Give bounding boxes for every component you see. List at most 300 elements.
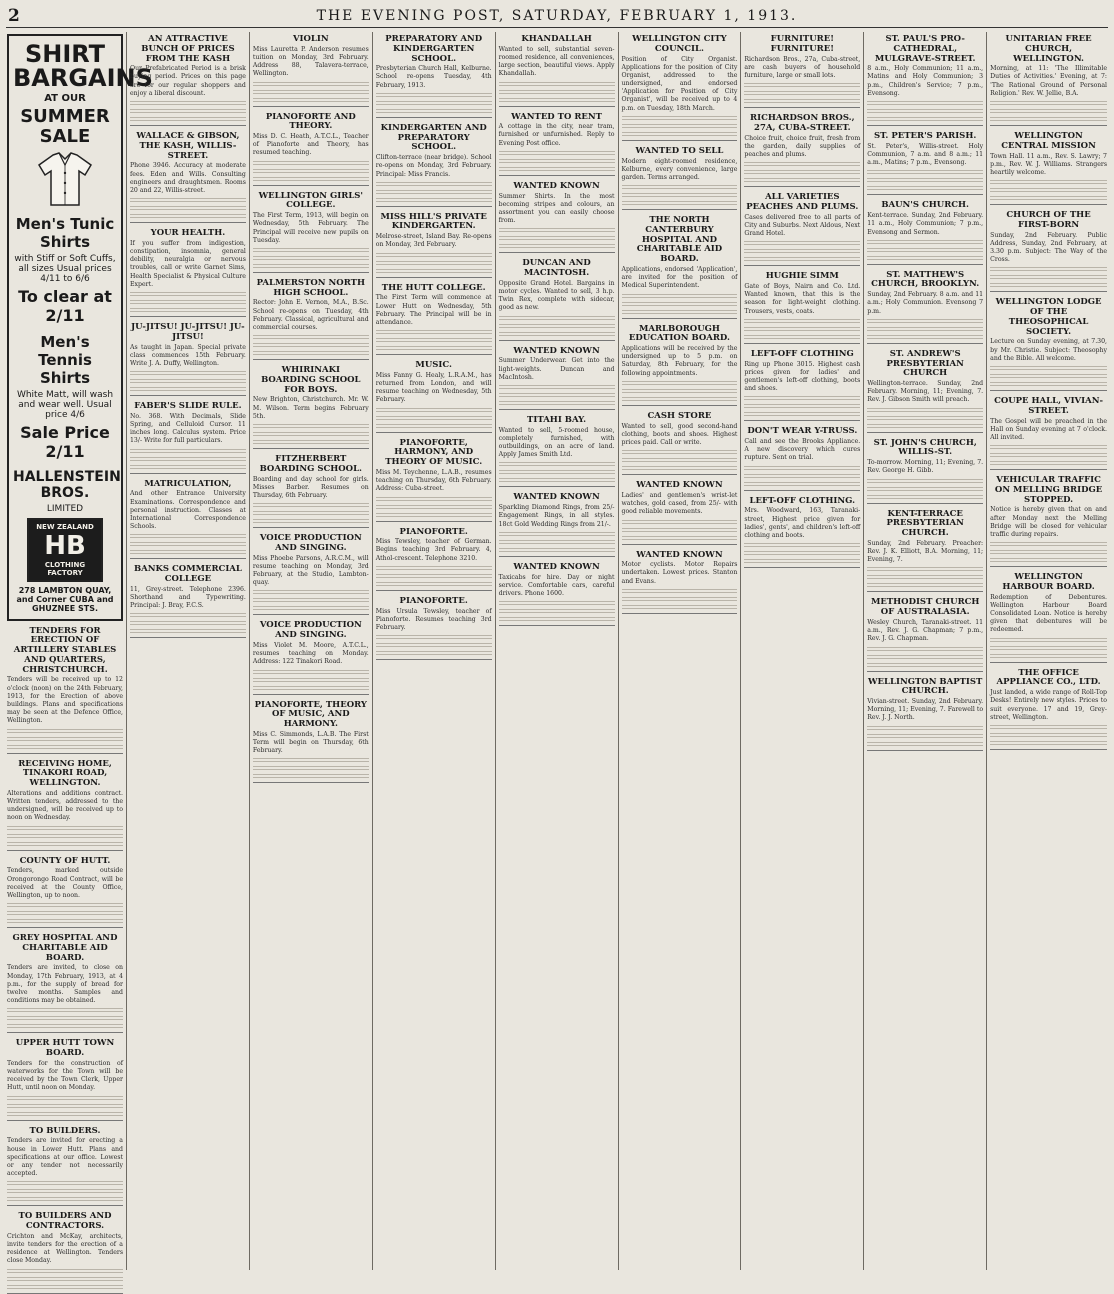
text-lines <box>990 654 1107 659</box>
ad-firm-sub: LIMITED <box>46 503 84 514</box>
notice-block <box>253 113 369 186</box>
hb-logo <box>27 518 103 582</box>
notice-block <box>744 350 860 422</box>
ad-subhead-at-our: AT OUR <box>44 93 86 104</box>
notice-text: Just landed, a wide range of Roll-Top Desks! Entirely new styles. Prices to suit everyone. 17 and 19, Grey-street, Wellington. <box>990 689 1107 721</box>
notice-block <box>622 147 738 210</box>
ad-item1-price: To clear at 2/11 <box>18 286 112 325</box>
text-lines <box>990 180 1107 185</box>
text-lines <box>376 338 492 343</box>
text-lines <box>130 206 246 211</box>
notice-text: Kent-terrace. Sunday, 2nd February. 11 a.m., Holy Communion; 7 p.m., Evensong and Sermon. <box>867 212 984 236</box>
text-lines <box>7 1285 123 1290</box>
columns <box>4 32 1110 1270</box>
text-lines <box>744 482 860 487</box>
notice-text: Clifton-terrace (near bridge). School re-opens on Monday, 3rd February. Principal: Miss Francis. <box>375 154 492 178</box>
text-lines <box>376 190 492 195</box>
notice-block <box>130 35 246 126</box>
notice-heading: COUPE HALL, VIVIAN-STREET. <box>994 396 1104 416</box>
notice-divider <box>867 503 983 504</box>
notice-block <box>499 259 615 340</box>
notice-divider <box>499 175 615 176</box>
text-lines <box>744 91 860 96</box>
text-lines <box>253 519 369 524</box>
notice-text: Lecture on Sunday evening, at 7.30, by Mr. Christie. Subject: Theosophy and the Bible. All welcome. <box>990 338 1107 362</box>
notice-divider <box>7 850 123 851</box>
notice-divider <box>253 448 369 449</box>
logo-bottom-text: CLOTHING FACTORY <box>44 560 86 577</box>
notice-divider <box>7 1032 123 1033</box>
notice-block <box>622 35 738 141</box>
notice-text: A cottage in the city, near tram, furnished or unfurnished. Reply to Evening Post office. <box>498 123 615 147</box>
text-lines <box>130 534 246 539</box>
notice-divider <box>990 390 1107 391</box>
column-4 <box>373 32 496 1270</box>
notice-block <box>376 439 492 522</box>
notice-divider <box>867 264 983 265</box>
notice-block <box>744 427 860 490</box>
notice-heading: THE NORTH CANTERBURY HOSPITAL AND CHARITABLE AID BOARD. <box>636 215 723 265</box>
notice-divider <box>253 359 369 360</box>
text-lines <box>744 83 860 88</box>
notice-text: Tenders for the construction of waterworks for the Town will be received by the Town Clerk, Upper Hutt, until noon on Monday. <box>7 1059 123 1092</box>
notice-text: Ladies' and gentlemen's wrist-let watches, gold cased, from 25/- with good reliable movements. <box>621 491 738 516</box>
text-lines <box>990 445 1107 450</box>
notice-divider <box>744 265 860 266</box>
text-lines <box>622 466 738 471</box>
notice-text: Call and see the Brooks Appliance. A new discovery which cures rupture. Sent on trial. <box>744 438 861 462</box>
notice-divider <box>622 613 738 614</box>
text-lines <box>376 651 492 656</box>
notice-text: Rector: John E. Vernon, M.A., B.Sc. School re-opens on Tuesday, 4th February. Classical, agricultural and commercial courses. <box>252 299 369 331</box>
text-lines <box>990 453 1107 458</box>
notice-heading: FURNITURE! FURNITURE! <box>770 34 834 54</box>
text-lines <box>376 346 492 351</box>
notice-block <box>253 621 369 694</box>
text-lines <box>376 416 492 421</box>
notice-divider <box>7 927 123 928</box>
text-lines <box>253 161 369 166</box>
text-lines <box>7 842 123 847</box>
text-lines <box>499 617 615 622</box>
text-lines <box>990 188 1107 193</box>
text-lines <box>376 269 492 274</box>
text-lines <box>744 257 860 262</box>
text-lines <box>499 167 615 172</box>
notice-divider <box>867 750 983 751</box>
text-lines <box>130 371 246 376</box>
notice-heading: TO BUILDERS AND CONTRACTORS. <box>18 1211 112 1232</box>
notice-divider <box>867 125 983 126</box>
text-lines <box>376 424 492 429</box>
notice-text: Miss C. Simmonds, L.A.B. The First Term will begin on Thursday, 6th February. <box>252 730 369 755</box>
notice-heading: HUGHIE SIMM <box>765 271 839 282</box>
column-8 <box>864 32 987 1270</box>
column-7-items <box>744 35 860 568</box>
notice-block <box>622 325 738 406</box>
notice-divider <box>499 556 615 557</box>
text-lines <box>990 558 1107 563</box>
text-lines <box>253 351 369 356</box>
text-lines <box>867 416 983 421</box>
text-lines <box>130 292 246 297</box>
text-lines <box>867 101 983 106</box>
text-lines <box>253 432 369 437</box>
text-lines <box>990 550 1107 555</box>
text-lines <box>744 327 860 332</box>
text-lines <box>499 470 615 475</box>
notice-text: Wellington-terrace. Sunday, 2nd February. Morning, 11; Evening, 7. Rev. J. Gibson Smith will preach. <box>867 380 984 404</box>
text-lines <box>130 465 246 470</box>
notice-heading: LEFT-OFF CLOTHING <box>750 348 854 359</box>
notice-heading: MUSIC. <box>415 360 452 371</box>
text-lines <box>622 310 738 315</box>
column-9 <box>987 32 1110 1270</box>
text-lines <box>622 185 738 190</box>
text-lines <box>622 116 738 121</box>
notice-heading: JU-JITSU! JU-JITSU! JU-JITSU! <box>131 321 245 342</box>
page-number: 2 <box>8 6 20 26</box>
notice-heading: WANTED KNOWN <box>513 561 600 572</box>
notice-text: Miss Ursula Tewsley, teacher of Pianoforte. Resumes teaching 3rd February. <box>375 607 492 631</box>
notice-heading: PALMERSTON NORTH HIGH SCHOOL. <box>256 277 365 298</box>
text-lines <box>744 474 860 479</box>
column-2 <box>127 32 250 1270</box>
notice-block <box>376 361 492 433</box>
notice-text: The First Term, 1913, will begin on Wednesday, 5th February. The Principal will receive new pupils on Tuesday. <box>252 212 369 244</box>
newspaper-title: THE EVENING POST, SATURDAY, FEBRUARY 1, 1913. <box>316 8 798 24</box>
text-lines <box>867 726 983 731</box>
column-3-items <box>253 35 369 783</box>
notice-text: If you suffer from indigestion, constipation, insomnia, general debility, neuralgia or nervous troubles, call or write Garnet Sims, Health Specialist & Physical Culture Expert. <box>130 239 246 288</box>
text-lines <box>253 686 369 691</box>
notice-divider <box>130 395 246 396</box>
masthead <box>0 0 1114 30</box>
notice-divider <box>990 662 1107 663</box>
notice-divider <box>253 527 369 528</box>
column-5-items <box>499 35 615 626</box>
notice-text: Tenders are invited for erecting a house in Lower Hutt. Plans and specifications at our office. Lowest or any tender not necessarily accepted. <box>7 1137 123 1178</box>
notice-divider <box>867 432 983 433</box>
notice-heading: RICHARDSON BROS., 27A, CUBA-STREET. <box>750 113 855 133</box>
text-lines <box>7 737 123 742</box>
text-lines <box>990 725 1107 730</box>
text-lines <box>7 1024 123 1029</box>
text-lines <box>253 335 369 340</box>
notice-block <box>867 350 983 433</box>
text-lines <box>130 449 246 454</box>
notice-text: Tenders are invited, to close on Monday, 17th February, 1913, at 4 p.m., for the supply of bread for twelve months. Samples and conditions may be obtained. <box>7 964 123 1005</box>
notice-heading: WELLINGTON GIRLS' COLLEGE. <box>258 190 364 211</box>
notice-block <box>253 35 369 107</box>
text-lines <box>867 655 983 660</box>
text-lines <box>376 198 492 203</box>
notice-text: Miss Phoebe Parsons, A.R.C.M., will resume teaching on Monday, 3rd February, at the Studio, Lambton-quay. <box>252 554 369 587</box>
notice-divider <box>376 354 492 355</box>
text-lines <box>7 1112 123 1117</box>
notice-heading: ST. PETER'S PARISH. <box>874 131 977 142</box>
notice-heading: WANTED KNOWN <box>513 180 600 191</box>
text-lines <box>867 178 983 183</box>
notice-text: The Gospel will be preached in the Hall on Sunday evening at 7 o'clock. All invited. <box>990 417 1107 441</box>
notice-block <box>990 669 1107 750</box>
notice-heading: KENT-TERRACE PRESBYTERIAN CHURCH. <box>886 508 964 539</box>
notice-heading: WANTED TO RENT <box>511 111 602 122</box>
text-lines <box>744 396 860 401</box>
text-lines <box>867 487 983 492</box>
text-lines <box>990 461 1107 466</box>
notice-block <box>130 323 246 396</box>
text-lines <box>499 159 615 164</box>
ad-item2-price: Sale Price 2/11 <box>20 422 110 461</box>
notice-text: Miss Violet M. Moore, A.T.C.L., resumes teaching on Monday. Address: 122 Tinakori Road. <box>252 641 369 666</box>
text-lines <box>867 734 983 739</box>
text-lines <box>990 646 1107 651</box>
notice-heading: ST. MATTHEW'S CHURCH, BROOKLYN. <box>871 269 980 290</box>
text-lines <box>867 495 983 500</box>
notice-block <box>622 412 738 475</box>
text-lines <box>130 109 246 114</box>
notice-text: Sunday, 2nd February. Public Address, Sunday, 2nd February, at 3.30 p.m. Subject: The Way of the Cross. <box>990 231 1107 264</box>
notice-heading: MARLBOROUGH EDUCATION BOARD. <box>628 323 730 344</box>
notice-heading: ST. JOHN'S CHURCH, WILLIS-ST. <box>873 437 977 458</box>
text-lines <box>867 424 983 429</box>
notice-block <box>130 565 246 638</box>
notice-heading: METHODIST CHURCH OF AUSTRALASIA. <box>870 597 980 618</box>
notice-block <box>744 272 860 344</box>
notice-heading: KHANDALLAH <box>521 34 592 44</box>
notice-block <box>867 510 983 593</box>
text-lines <box>744 551 860 556</box>
notice-text: Presbyterian Church Hall, Kelburne. School re-opens Tuesday, 4th February, 1913. <box>375 65 492 89</box>
text-lines <box>499 332 615 337</box>
notice-divider <box>130 125 246 126</box>
notice-block <box>376 213 492 278</box>
notice-text: Summer Shirts. In the most becoming stripes and colours, an assortment you can easily choose from. <box>498 192 615 225</box>
text-lines <box>376 261 492 266</box>
notice-divider <box>622 474 738 475</box>
text-lines <box>622 589 738 594</box>
notice-heading: GREY HOSPITAL AND CHARITABLE AID BOARD. <box>12 933 118 963</box>
text-lines <box>622 605 738 610</box>
text-lines <box>253 766 369 771</box>
text-lines <box>376 497 492 502</box>
ad-firm-name: HALLENSTEIN BROS. <box>13 468 121 501</box>
notice-divider <box>253 106 369 107</box>
notice-divider <box>622 140 738 141</box>
shirt-bargains-ad <box>7 34 153 621</box>
text-lines <box>253 670 369 675</box>
notice-divider <box>376 521 492 522</box>
column-5 <box>496 32 619 1270</box>
notice-block <box>7 760 123 851</box>
notice-text: Our Prefabricated Period is a brisk buying period. Prices on this page are for our regular shoppers and enjoy a liberal discount. <box>130 65 246 97</box>
notice-heading: RECEIVING HOME, TINAKORI ROAD, WELLINGTON. <box>18 758 112 789</box>
notice-text: As taught in Japan. Special private class commences 15th February. Write J. A. Duffy, Wellington. <box>130 343 246 367</box>
notice-divider <box>622 544 738 545</box>
text-lines <box>744 162 860 167</box>
notice-heading: DON'T WEAR Y-TRUSS. <box>747 426 858 437</box>
notice-heading: PIANOFORTE. <box>399 526 468 537</box>
column-7 <box>741 32 864 1270</box>
text-lines <box>499 151 615 156</box>
notice-text: Boarding and day school for girls. Misses Barber. Resumes on Thursday, 6th February. <box>252 475 369 499</box>
text-lines <box>130 300 246 305</box>
notice-text: Melrose-street, Island Bay. Re-opens on Monday, 3rd February. <box>375 233 492 249</box>
notice-block <box>990 211 1107 292</box>
text-lines <box>990 366 1107 371</box>
notice-text: Miss Tewsley, teacher of German. Begins teaching 3rd February. 4, Athol-crescent. Telephone 3210. <box>375 538 492 562</box>
notice-text: Miss M. Teychenne, L.A.B., resumes teaching on Thursday, 6th February. Address: Cuba-street. <box>375 468 492 493</box>
text-lines <box>622 450 738 455</box>
column-8-items <box>867 35 983 751</box>
notice-divider <box>867 343 983 344</box>
notice-block <box>130 480 246 560</box>
text-lines <box>376 182 492 187</box>
text-lines <box>867 575 983 580</box>
notice-heading: WANTED KNOWN <box>636 549 723 560</box>
notice-divider <box>744 107 860 108</box>
notice-text: Choice fruit, choice fruit, fresh from the garden, daily supplies of peaches and plums. <box>744 134 861 158</box>
notice-text: The First Term will commence at Lower Hutt on Wednesday, 5th February. The Principal will be in attendance. <box>375 294 492 326</box>
text-lines <box>499 532 615 537</box>
notice-heading: WALLACE & GIBSON, THE KASH, WILLIS-STREET. <box>136 131 240 161</box>
notice-text: Applications, endorsed 'Application', are invited for the position of Medical Superintendent. <box>621 266 738 290</box>
notice-divider <box>744 186 860 187</box>
text-lines <box>7 745 123 750</box>
text-lines <box>7 1277 123 1282</box>
notice-divider <box>744 490 860 491</box>
notice-heading: ST. ANDREW'S PRESBYTERIAN CHURCH <box>886 348 964 379</box>
text-lines <box>376 582 492 587</box>
text-lines <box>744 559 860 564</box>
text-lines <box>990 733 1107 738</box>
notice-divider <box>499 486 615 487</box>
text-lines <box>622 381 738 386</box>
notice-block <box>990 573 1107 662</box>
notice-text: St. Peter's, Willis-street. Holy Communion, 7 a.m. and 8 a.m.; 11 a.m., Matins; 7 p.m., Evensong. <box>867 142 984 167</box>
logo-top-text: NEW ZEALAND <box>36 522 94 531</box>
text-lines <box>253 590 369 595</box>
notice-heading: LEFT-OFF CLOTHING. <box>749 495 856 506</box>
text-lines <box>130 101 246 106</box>
notice-text: Sunday, 2nd February. Preacher: Rev. J. K. Elliott, B.A. Morning, 11; Evening, 7. <box>867 539 984 564</box>
text-lines <box>253 177 369 182</box>
notice-heading: UNITARIAN FREE CHURCH, WELLINGTON. <box>1005 34 1092 64</box>
text-lines <box>7 1197 123 1202</box>
notice-block <box>867 35 983 126</box>
notice-text: Sparkling Diamond Rings, from 25/- Engagement Rings, in all styles. 18ct Gold Wedding Rings from 21/-. <box>498 504 615 528</box>
notice-text: Summer Underwear. Get into the light-weights. Duncan and MacIntosh. <box>498 357 615 381</box>
notice-block <box>622 216 738 318</box>
text-lines <box>990 638 1107 643</box>
text-lines <box>622 397 738 402</box>
text-lines <box>253 264 369 269</box>
notice-heading: WANTED TO SELL <box>635 145 724 156</box>
column-2-items <box>130 35 246 638</box>
notice-text: Opposite Grand Hotel. Bargains in motor cycles. Wanted to sell, 3 h.p. Twin Rex, complete with sidecar, good as new. <box>498 279 615 312</box>
notice-heading: THE OFFICE APPLIANCE CO., LTD. <box>996 667 1101 688</box>
text-lines <box>376 93 492 98</box>
ad-subhead-sale: SUMMER SALE <box>20 106 110 147</box>
notice-heading: WANTED KNOWN <box>513 345 600 356</box>
text-lines <box>622 458 738 463</box>
text-lines <box>744 241 860 246</box>
column-4-items <box>376 35 492 660</box>
column-6-items <box>622 35 738 614</box>
text-lines <box>7 834 123 839</box>
text-lines <box>7 1096 123 1101</box>
text-lines <box>622 597 738 602</box>
notice-block <box>376 124 492 207</box>
notice-text: New Brighton, Christchurch. Mr. W. M. Wilson. Term begins February 5th. <box>252 396 369 420</box>
notice-heading: YOUR HEALTH. <box>150 228 226 239</box>
notice-divider <box>990 204 1107 205</box>
text-lines <box>744 319 860 324</box>
notice-block <box>990 35 1107 126</box>
text-lines <box>376 574 492 579</box>
notice-heading: VIOLIN <box>292 34 329 44</box>
notice-text: Town Hall. 11 a.m., Rev. S. Lawry; 7 p.m., Rev. W. J. Williams. Strangers heartily welcome. <box>990 152 1107 176</box>
column-9-items <box>990 35 1107 750</box>
notice-divider <box>130 316 246 317</box>
notice-text: Position of City Organist. Applications for the position of City Organist, addressed to the undersigned, and endorsed 'Application for Position of City Organist', will be received up to 4 p.m. on Tuesday, 18th March. <box>621 55 738 112</box>
notice-heading: WELLINGTON BAPTIST CHURCH. <box>867 676 983 697</box>
notice-block <box>253 366 369 449</box>
text-lines <box>744 170 860 175</box>
text-lines <box>499 601 615 606</box>
notice-heading: MATRICULATION, <box>144 478 232 489</box>
notice-heading: WELLINGTON CITY COUNCIL. <box>632 34 727 54</box>
notice-divider <box>744 567 860 568</box>
notice-divider <box>622 209 738 210</box>
notice-heading: WANTED KNOWN <box>636 480 723 491</box>
notice-heading: PIANOFORTE AND THEORY. <box>265 111 356 132</box>
notice-divider <box>499 340 615 341</box>
text-lines <box>7 1008 123 1013</box>
notice-divider <box>7 753 123 754</box>
notice-block <box>130 229 246 317</box>
notice-heading: THE HUTT COLLEGE. <box>381 282 486 293</box>
text-lines <box>990 542 1107 547</box>
text-lines <box>867 335 983 340</box>
text-lines <box>622 302 738 307</box>
text-lines <box>499 401 615 406</box>
notice-heading: BAUN'S CHURCH. <box>881 200 970 211</box>
notice-divider <box>253 614 369 615</box>
notice-block <box>7 857 123 929</box>
notice-block <box>744 497 860 569</box>
notice-block <box>376 528 492 591</box>
notice-text: Applications will be received by the undersigned up to 5 p.m. on Saturday, 8th February, for the following appointments. <box>621 345 738 377</box>
text-lines <box>867 186 983 191</box>
notice-divider <box>499 252 615 253</box>
text-lines <box>376 505 492 510</box>
logo-letters: HB <box>44 530 86 561</box>
notice-block <box>7 1127 123 1207</box>
notice-heading: WELLINGTON LODGE OF THE THEOSOPHICAL SOCIETY. <box>995 297 1102 337</box>
text-lines <box>253 774 369 779</box>
text-lines <box>744 412 860 417</box>
notice-heading: WELLINGTON HARBOUR BOARD. <box>1002 572 1095 592</box>
text-lines <box>990 101 1107 106</box>
notice-heading: BANKS COMMERCIAL COLLEGE <box>133 564 242 585</box>
text-lines <box>130 308 246 313</box>
text-lines <box>499 236 615 241</box>
notice-block <box>253 279 369 360</box>
text-lines <box>499 462 615 467</box>
ad-headline: SHIRT BARGAINS <box>13 40 153 92</box>
